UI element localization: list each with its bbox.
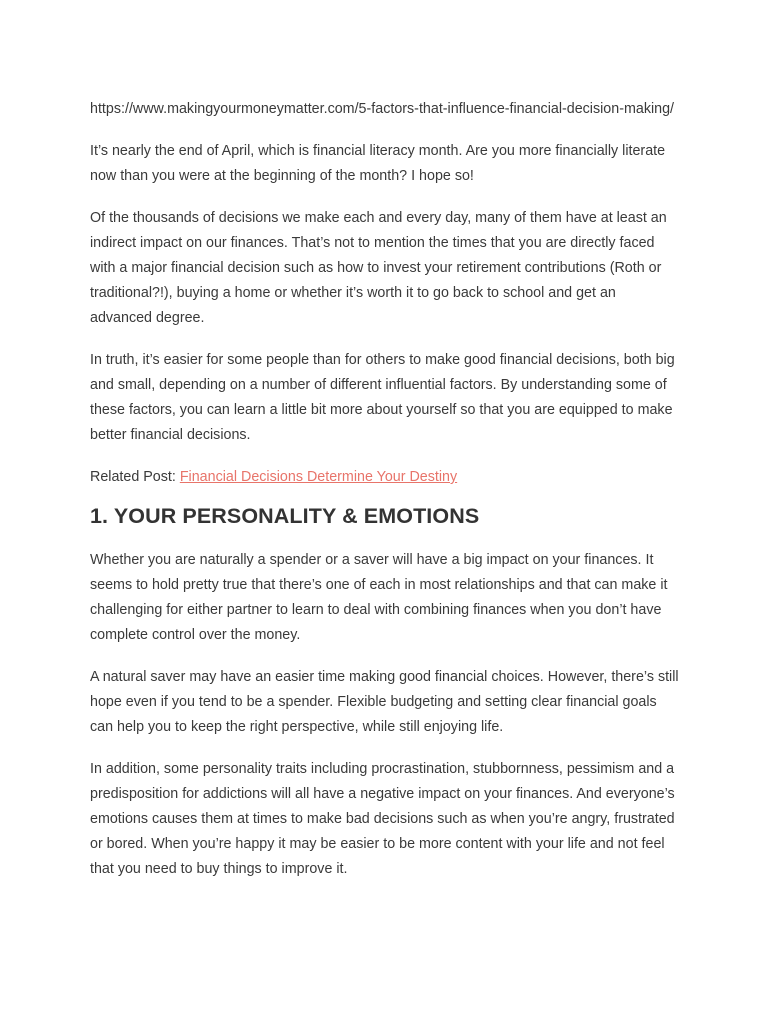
- intro-paragraph-2: Of the thousands of decisions we make each and every day, many of them have at least an indirect impact on our finances. That’s not to mention the times that you are directly faced with a major financial decision such as how to invest your retirement contributions (Roth or traditional?!), buying a home or whether it’s worth it to go back to school and get an advanced degree.: [90, 210, 667, 326]
- section-heading: 1. YOUR PERSONALITY & EMOTIONS: [90, 504, 480, 528]
- intro-paragraph-3: In truth, it’s easier for some people than for others to make good financial decisions, both big and small, depending on a number of different influential factors. By understanding some of these factors, you can learn a little bit more about yourself so that you are equipped to make better financial decisions.: [90, 352, 675, 443]
- section-paragraph-3: In addition, some personality traits including procrastination, stubbornness, pessimism and a predisposition for addictions will all have a negative impact on your finances. And everyone’s emotions causes them at times to make bad decisions such as when you’re angry, frustrated or bored. When you’re happy it may be easier to be more content with your life and not feel that you need to buy things to improve it.: [90, 761, 675, 877]
- article-body: [90, 97, 680, 899]
- section-paragraph-2: A natural saver may have an easier time making good financial choices. However, there’s still hope even if you tend to be a spender. Flexible budgeting and setting clear financial goals can help you to keep the right perspective, while still enjoying life.: [90, 669, 679, 735]
- related-post-link[interactable]: Financial Decisions Determine Your Destiny: [179, 469, 458, 485]
- source-url-text: https://www.makingyourmoneymatter.com/5-factors-that-influence-financial-decision-making/: [90, 101, 675, 117]
- intro-paragraph-1: It’s nearly the end of April, which is financial literacy month. Are you more financially literate now than you were at the beginning of the month? I hope so!: [90, 143, 666, 184]
- related-post-label: Related Post:: [90, 469, 180, 485]
- related-post: [90, 465, 680, 490]
- section-paragraph-1: Whether you are naturally a spender or a saver will have a big impact on your finances. It seems to hold pretty true that there’s one of each in most relationships and that can make it challenging for either partner to learn to deal with combining finances when you don’t have complete control over the money.: [90, 552, 668, 643]
